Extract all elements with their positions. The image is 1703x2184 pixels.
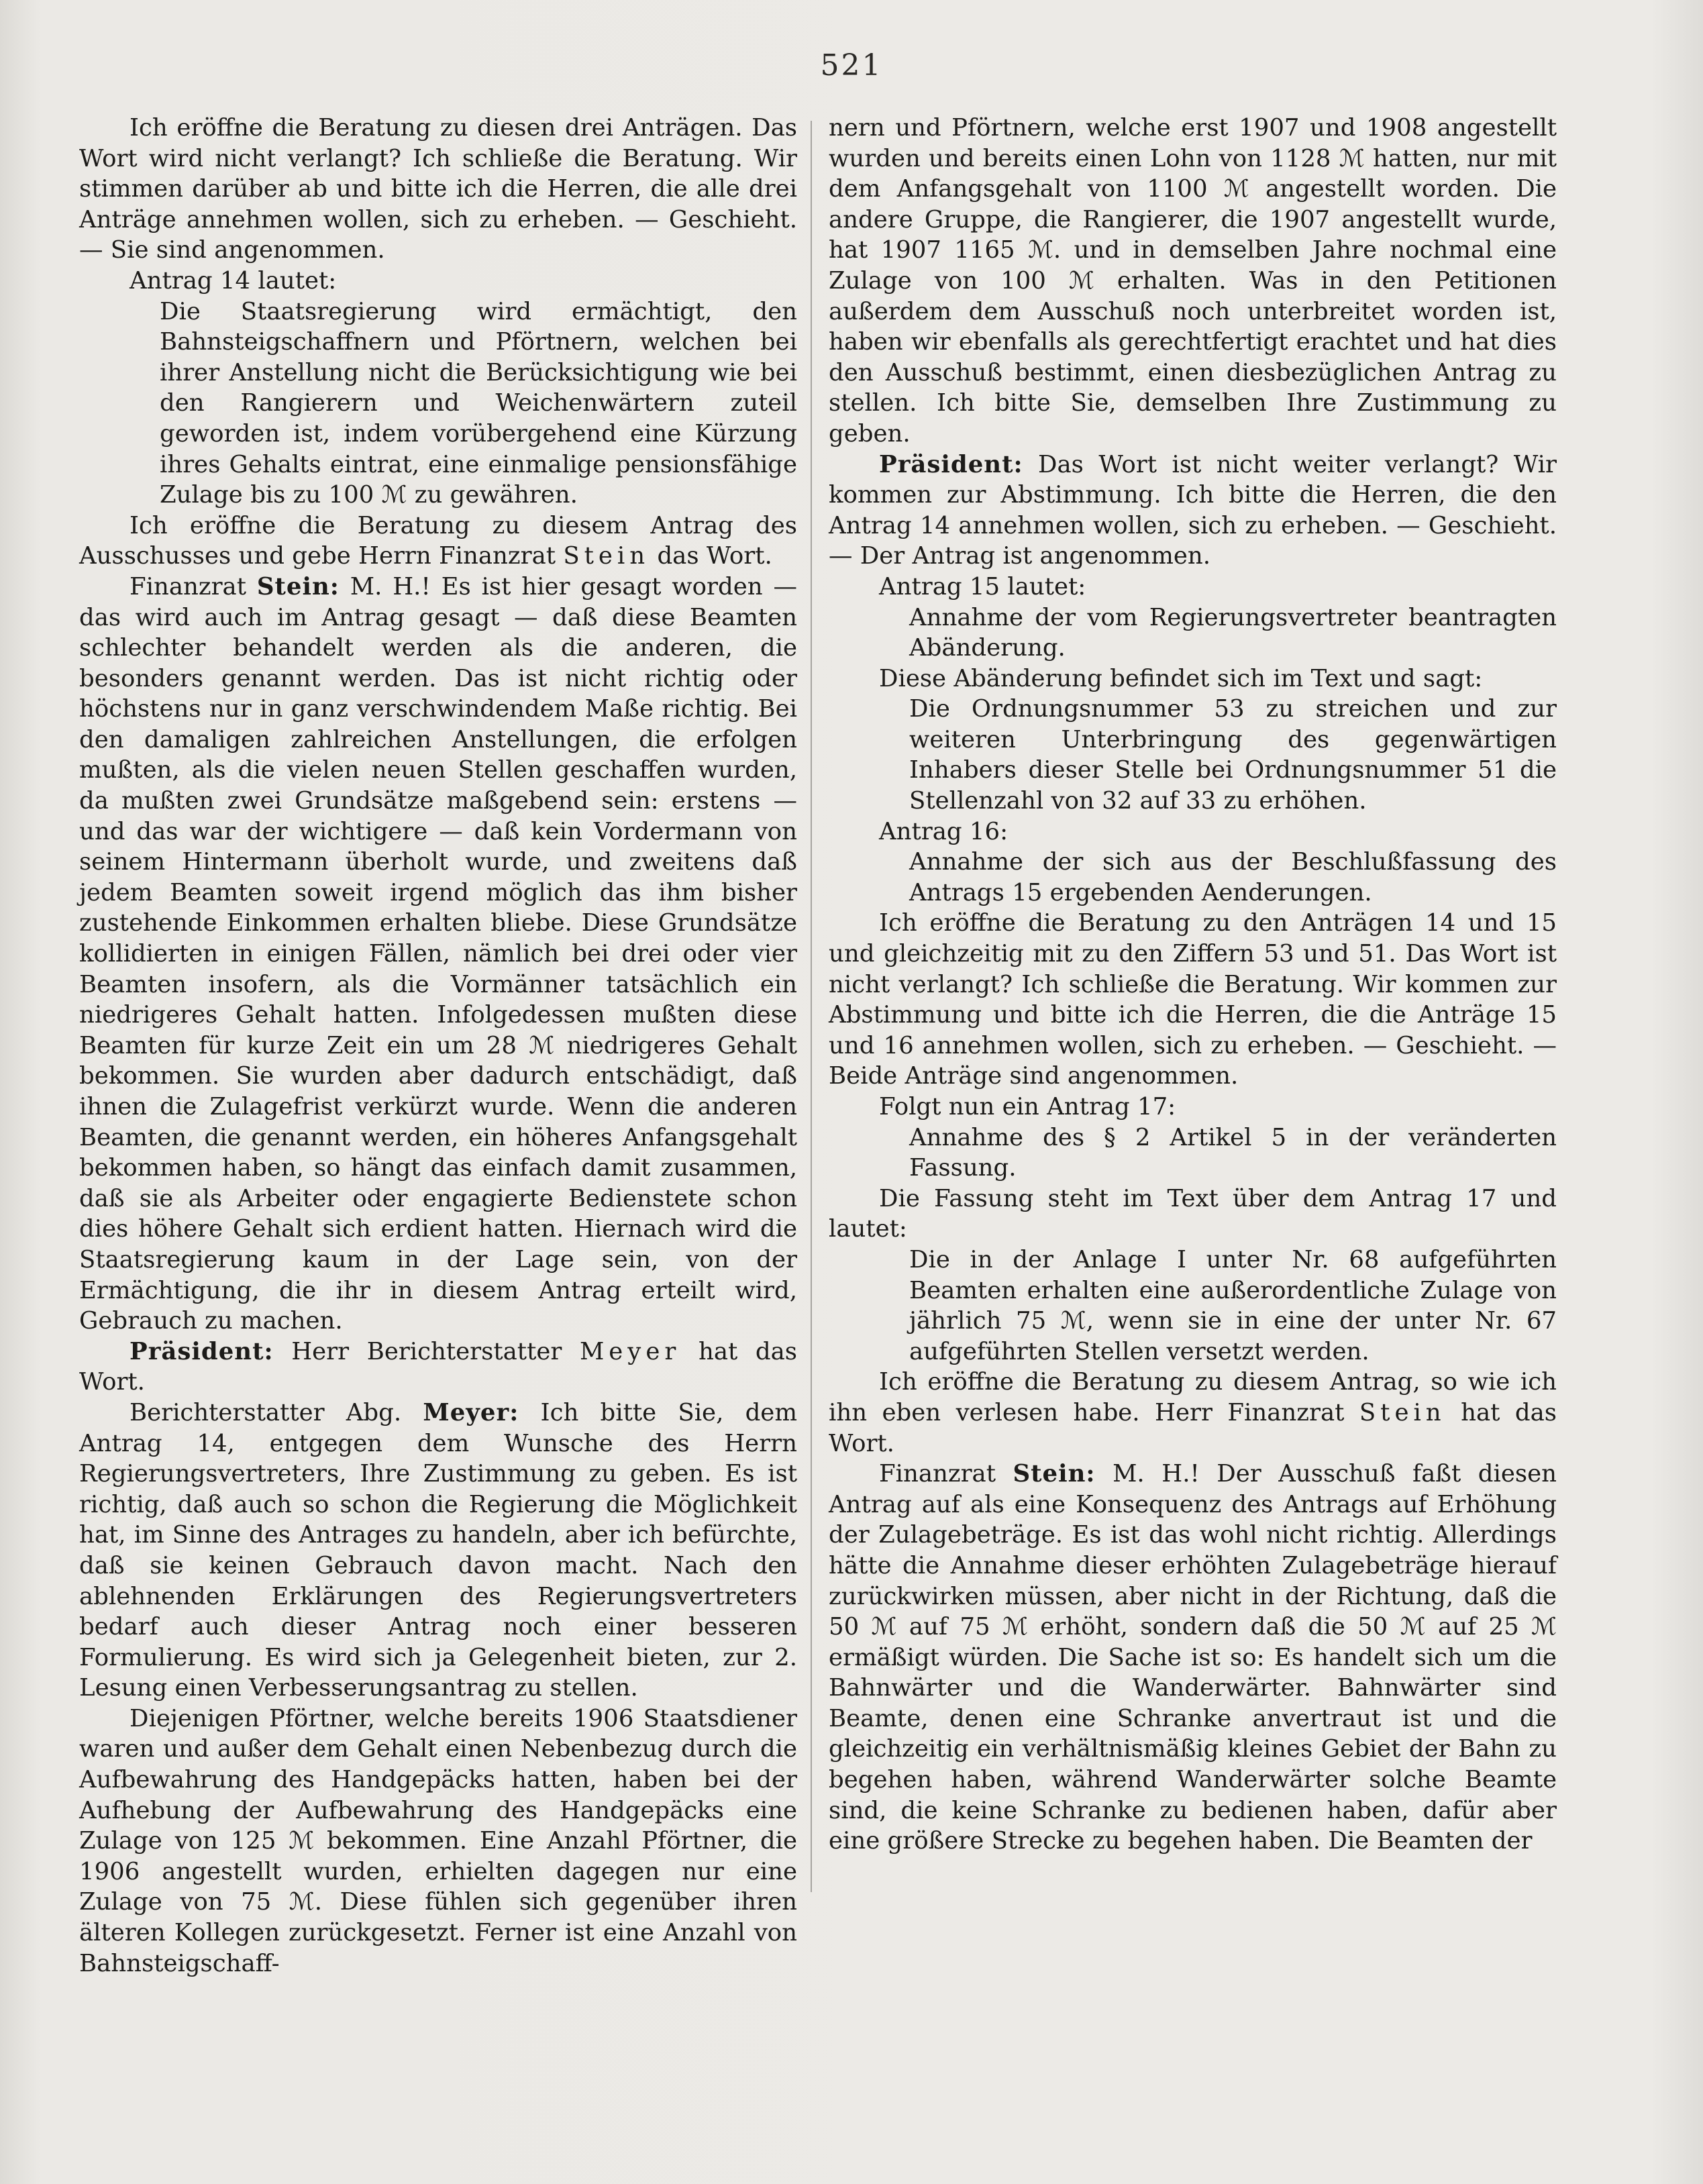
paragraph: Diejenigen Pförtner, welche bereits 1906 Staatsdiener waren und außer dem Gehalt einen Nebenbezug durch die Aufbewahrung des Handgepäcks hatten, haben bei der Aufhebung der Aufbewahrung des Handgepäcks eine Zulage von 125 ℳ bekommen. Eine Anzahl Pförtner, die 1906 angestellt wurden, erhielten dagegen nur eine Zulage von 75 ℳ. Diese fühlen sich gegenüber ihren älteren Kollegen zurückgesetzt. Ferner ist eine Anzahl von Bahnsteigschaff- xyxy=(79,1704,797,1977)
speaker-label: Stein: xyxy=(1013,1460,1096,1488)
fassung-quote: Die in der Anlage I unter Nr. 68 aufgeführten Beamten erhalten eine außerordentliche Zulage von jährlich 75 ℳ, wenn sie in eine der unter Nr. 67 aufgeführten Stellen versetzt werden. xyxy=(909,1245,1557,1365)
speaker-label: Stein: xyxy=(256,572,340,601)
antrag-17-heading: Folgt nun ein Antrag 17: xyxy=(879,1093,1176,1121)
speaker-label: Präsident: xyxy=(130,1337,274,1365)
paragraph: Ich eröffne die Beratung zu diesem Antrag des Ausschusses und gebe Herrn Finanzrat Stein das Wort. xyxy=(79,511,797,570)
speaker-name: Stein xyxy=(563,542,650,570)
paragraph: Ich eröffne die Beratung zu diesen drei Anträgen. Das Wort wird nicht verlangt? Ich schließe die Beratung. Wir stimmen darüber ab und bitte ich die Herren, die alle drei Anträge annehmen wollen, sich zu erheben. — Geschieht. — Sie sind angenommen. xyxy=(79,114,797,264)
abaenderung-text: Die Ordnungsnummer 53 zu streichen und zur weiteren Unterbringung des gegenwärtigen Inhabers dieser Stelle bei Ordnungsnummer 51 die Stellenzahl von 32 auf 33 zu erhöhen. xyxy=(909,695,1557,815)
paragraph-continuation: nern und Pförtnern, welche erst 1907 und 1908 angestellt wurden und bereits einen Lohn von 1128 ℳ hatten, nur mit dem Anfangsgehalt von 1100 ℳ angestellt worden. Die andere Gruppe, die Rangierer, die 1907 angestellt wurde, hat 1907 1165 ℳ. und in demselben Jahre nochmal eine Zulage von 100 ℳ erhalten. Was in den Petitionen außerdem dem Ausschuß noch unterbreitet worden ist, haben wir ebenfalls als gerechtfertigt erachtet und hat dies den Ausschuß bestimmt, einen diesbezüglichen Antrag zu stellen. Ich bitte Sie, demselben Ihre Zustimmung zu geben. xyxy=(829,114,1557,448)
speech-stein: Finanzrat Stein: M. H.! Der Ausschuß faßt diesen Antrag auf als eine Konsequenz des Antrags auf Erhöhung der Zulagebeträge. Es ist das wohl nicht richtig. Allerdings hätte die Annahme dieser erhöhten Zulagebeträge hierauf zurückwirken müssen, aber nicht in der Richtung, daß die 50 ℳ auf 75 ℳ erhöht, sondern daß die 50 ℳ auf 25 ℳ ermäßigt würden. Die Sache ist so: Es handelt sich um die Bahnwärter und die Wanderwärter. Bahnwärter sind Beamte, denen eine Schranke anvertraut ist und die gleichzeitig ein verhältnismäßig kleines Gebiet der Bahn zu begehen haben, während Wanderwärter solche Beamte sind, die keine Schranke zu bedienen haben, dafür aber eine größere Strecke zu begehen haben. Die Beamten der xyxy=(829,1460,1557,1855)
page-number: 521 xyxy=(820,48,883,83)
right-column xyxy=(829,113,1557,1857)
speech-meyer: Berichterstatter Abg. Meyer: Ich bitte Sie, dem Antrag 14, entgegen dem Wunsche des Herrn Regierungsvertreters, Ihre Zustimmung zu geben. Es ist richtig, daß auch so schon die Regierung die Möglichkeit hat, im Sinne des Antrages zu handeln, aber ich befürchte, daß sie keinen Gebrauch davon macht. Nach den ablehnenden Erklärungen des Regierungsvertreters bedarf auch dieser Antrag noch einer besseren Formulierung. Es wird sich ja Gelegenheit bieten, zur 2. Lesung einen Verbesserungsantrag zu stellen. xyxy=(79,1398,797,1702)
antrag-15-text: Annahme der vom Regierungsvertreter beantragten Abänderung. xyxy=(909,603,1557,662)
antrag-14-text: Die Staatsregierung wird ermächtigt, den Bahnsteigschaffnern und Pförtnern, welchen bei ihrer Anstellung nicht die Berücksichtigung wie bei den Rangierern und Weichenwärtern zuteil geworden ist, indem vorübergehend eine Kürzung ihres Gehalts eintrat, eine einmalige pensionsfähige Zulage bis zu 100 ℳ zu gewähren. xyxy=(160,297,797,509)
abaenderung-heading: Diese Abänderung befindet sich im Text und sagt: xyxy=(879,664,1483,692)
antrag-15-heading: Antrag 15 lautet: xyxy=(879,572,1086,601)
speech-praesident: Präsident: Herr Berichterstatter Meyer hat das Wort. xyxy=(79,1337,797,1396)
speaker-name: Stein xyxy=(1359,1398,1446,1426)
column-divider xyxy=(811,121,812,1892)
antrag-16-text: Annahme der sich aus der Beschlußfassung des Antrags 15 ergebenden Aenderungen. xyxy=(909,848,1557,906)
antrag-14-heading: Antrag 14 lautet: xyxy=(130,266,337,295)
antrag-16-heading: Antrag 16: xyxy=(879,817,1009,845)
paragraph: Ich eröffne die Beratung zu den Anträgen 14 und 15 und gleichzeitig mit zu den Ziffern 53 und 51. Das Wort ist nicht verlangt? Ich schließe die Beratung. Wir kommen zur Abstimmung und bitte ich die Herren, die die Anträge 15 und 16 annehmen wollen, sich zu erheben. — Geschieht. — Beide Anträge sind angenommen. xyxy=(829,909,1557,1090)
speaker-name: Meyer xyxy=(579,1337,681,1365)
speaker-label: Meyer: xyxy=(423,1398,519,1426)
left-column xyxy=(79,113,797,1979)
antrag-17-text: Annahme des § 2 Artikel 5 in der veränderten Fassung. xyxy=(909,1123,1557,1182)
speaker-label: Präsident: xyxy=(879,450,1023,478)
paragraph: Ich eröffne die Beratung zu diesem Antrag, so wie ich ihn eben verlesen habe. Herr Finanzrat Stein hat das Wort. xyxy=(829,1368,1557,1457)
speech-stein: Finanzrat Stein: M. H.! Es ist hier gesagt worden — das wird auch im Antrag gesagt — daß diese Beamten schlechter behandelt werden als die anderen, die besonders genannt werden. Das ist nicht richtig oder höchstens nur in ganz verschwindendem Maße richtig. Bei den damaligen zahlreichen Anstellungen, die erfolgen mußten, als die vielen neuen Stellen geschaffen wurden, da mußten zwei Grundsätze maßgebend sein: erstens — und das war der wichtigere — daß kein Vordermann von seinem Hintermann überholt wurde, und zweitens daß jedem Beamten soweit irgend möglich das ihm bisher zustehende Einkommen erhalten bliebe. Diese Grundsätze kollidierten in einigen Fällen, nämlich bei drei oder vier Beamten insofern, als die Vormänner tatsächlich ein niedrigeres Gehalt hatten. Infolgedessen mußten diese Beamten für kurze Zeit ein um 28 ℳ niedrigeres Gehalt bekommen. Sie wurden aber dadurch entschädigt, daß ihnen die Zulagefrist verkürzt wurde. Wenn die anderen Beamten, die genannt werden, ein höheres Anfangsgehalt bekommen haben, so hängt das einfach damit zusammen, daß sie als Arbeiter oder engagierte Bedienstete schon dies höhere Gehalt sich erdient hatten. Hiernach wird die Staatsregierung kaum in der Lage sein, von der Ermächtigung, die ihr in diesem Antrag erteilt wird, Gebrauch zu machen. xyxy=(79,572,797,1335)
speech-praesident: Präsident: Das Wort ist nicht weiter verlangt? Wir kommen zur Abstimmung. Ich bitte die Herren, die den Antrag 14 annehmen wollen, sich zu erheben. — Geschieht. — Der Antrag ist angenommen. xyxy=(829,450,1557,570)
paragraph: Die Fassung steht im Text über dem Antrag 17 und lautet: xyxy=(829,1184,1557,1243)
